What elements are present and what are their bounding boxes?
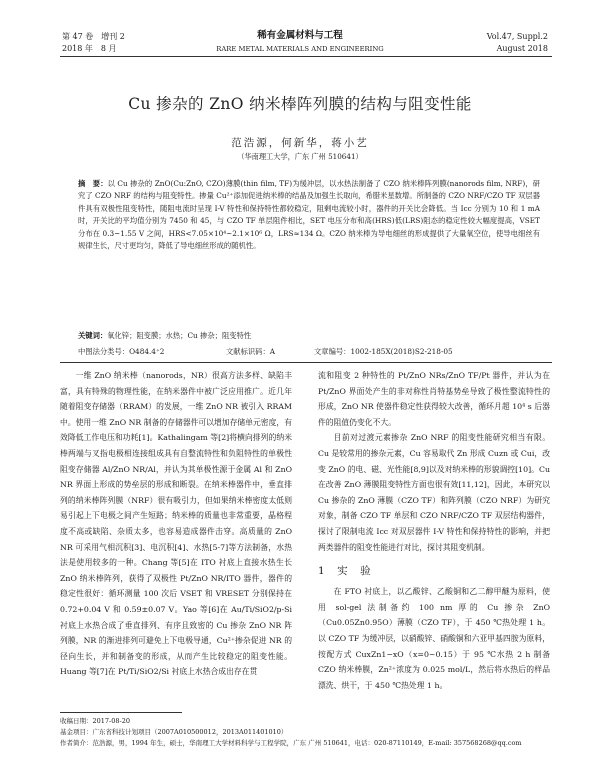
footnote-funding: 基金项目：广东省科技计划项目（2007A010500012，2013A011401010）: [60, 728, 288, 736]
date-en: August 2018: [496, 44, 548, 53]
date-cn: 2018 年 8 月: [62, 44, 117, 53]
header-rule: [60, 56, 552, 57]
abstract-label: 摘 要：: [78, 179, 108, 188]
body-paragraph: 流和阻变 2 种特性的 Pt/ZnO NRs/ZnO TF/Pt 器件，并认为在 Pt/ZnO 界面处产生的非对称性肖特基势垒导致了极性整流特性的形成，ZnO NR 使器件稳定性获得较大改善，循环月超 10⁴ s 后器件的阻值仍变化不大。: [318, 371, 550, 427]
keywords-text: 氧化锌；阻变膜；水热；Cu 掺杂；阻变特性: [107, 331, 252, 340]
footnote-author: 作者简介：范浩源，男，1994 年生，硕士，华南理工大学材料科学与工程学院，广东 广州 510641，电话：020-87110149，E-mail: 357568268@qq.com: [60, 739, 522, 747]
footnote-received: 收稿日期：2017-08-20: [60, 717, 130, 725]
abstract: [78, 178, 540, 252]
keywords: [78, 330, 540, 342]
footnotes: [60, 716, 552, 749]
journal-title-cn: 稀有金属材料与工程: [257, 30, 343, 41]
section-heading: 1 实 验: [318, 565, 372, 578]
journal-title-en: RARE METAL MATERIALS AND ENGINEERING: [216, 45, 384, 53]
body-paragraph: 在 FTO 衬底上，以乙酸锌、乙酸铜和乙二醇甲醚为原料，使用 sol-gel 法制备约 100 nm 厚的 Cu 掺杂 ZnO（Cu0.05Zn0.95O）薄膜（CZO TF），于 450 ℃热处理 1 h。以 CZO TF 为缓冲层，以硝酸锌、硝酸铜和六亚甲基四胺为原料，按配方式 CuxZn1−xO（x=0~0.15）于 95 ℃水热 2 h 制备 CZO 纳米棒膜，Zn²⁺浓度为 0.025 mol/L，然后将水热后的样品漂洗、烘干，于 450 ℃热处理 1 h。: [318, 587, 550, 690]
document-code: 文献标识码：A: [226, 347, 276, 356]
keywords-label: 关键词：: [78, 331, 108, 340]
body-paragraph: 目前对过渡元素掺杂 ZnO NRF 的阻变性能研究相当有限。Cu 是较常用的掺杂元素，Cu 容易取代 Zn 形成 Cuzn 或 Cui，改变 ZnO 的电、磁、光性能[8,9]以及对纳米棒的形貌调控[10]。Cu 在改善 ZnO 薄膜阻变特性方面也很有效[11,12]，因此，本研究以 Cu 掺杂的 ZnO 薄膜（CZO TF）和阵列膜（CZO NRF）为研究对象，制备 CZO TF 单层和 CZO NRF/CZO TF 双层结构器件，探讨了限制电流 Icc 对双层器件 I-V 特性和保持特性的影响，并把两类器件的阻变性能进行对比，探讨其阻变机制。: [318, 433, 550, 552]
volume-en: Vol.47, Suppl.2: [486, 32, 548, 41]
authors: 范浩源，何新华，蒋小艺: [231, 137, 369, 149]
abstract-rule: [60, 362, 552, 363]
clc-number: 中图法分类号：O484.4⁺2: [78, 347, 165, 356]
paper-title: Cu 掺杂的 ZnO 纳米棒阵列膜的结构与阻变性能: [128, 95, 472, 113]
affiliation: （华南理工大学，广东 广州 510641）: [237, 152, 363, 161]
body-right-column: [318, 368, 550, 693]
body-paragraph: 一维 ZnO 纳米棒（nanorods，NR）很高方法多样、缺陷丰富，具有特殊的物理性能，在纳米器件中被广泛应用推广。近几年随着阻变存储器（RRAM）的发展，一维 ZnO NR 被引入 RRAM 中。使用一维 ZnO NR 制备的存储器件可以增加存储单元密度，有效降低工作电压和功耗[1]。Kathalingam 等[2]将横向排列的纳米棒两端与叉指电极相连接组成具有自整流特性和负阻特性的单极性阻变存储器 Al/ZnO NR/Al，并认为其单极性源于金属 Al 和 ZnO NR 界面上形成的势垒层的形成和断裂。在纳米棒器件中，垂直排列的纳米棒阵列膜（NRF）很有吸引力，但如果纳米棒密度太低则易引起上下电极之间产生短路；纳米棒的质量也非常重要，晶格程度不高或缺陷、杂质太多，也容易造成器件击穿。高质量的 ZnO NR 可采用气相沉积[3]、电沉积[4]、水热[5-7]等方法制备，水热法是使用较多的一种。Chang 等[5]在 ITO 衬底上直接水热生长 ZnO 纳米棒阵列，获得了双极性 Pt/ZnO NR/ITO 器件，器件的稳定性很好：循环测量 100 次后 VSET 和 VRESET 分别保持在 0.72+0.04 V 和 0.59±0.07 V。Yao 等[6]在 Au/Ti/SiO2/p-Si 衬底上水热合成了垂直排列、有序且致密的 Cu 掺杂 ZnO NR 阵列膜，NR 的渐进排列可避免上下电极导通，Cu²⁺掺杂促进 NR 的径向生长，并和制备变的形成，从而产生比较稳定的阻变性能。Huang 等[7]在 Pt/Ti/SiO2/Si 衬底上水热合成出存在贯: [60, 371, 292, 677]
abstract-text: 以 Cu 掺杂的 ZnO(Cu:ZnO, CZO)薄膜(thin film, TF)为缓冲层，以水热法制备了 CZO 纳米棒阵列膜(nanorods film, NRF)，研究了 CZO NRF 的结构与阻变特性。掺量 Cu²⁺添加促进纳米棒的结晶及加强生长取向，希腊米星数增。所制备的 CZO NRF/CZO TF 双层器件具有双极性阻变特性，随阻电流时呈现 I-V 特性和保持特性都较稳定，阻剩电流较小时，器件的开关比会降低。当 Icc 分别为 10 和 1 mA 时，开关比的平均值分别为 7450 和 45，与 CZO TF 单层阻件相比，SET 电压分布和高(HRS)低(LRS)阻态的稳定性较大幅度提高，VSET 分布在 0.3~1.55 V 之间，HRS<7.05×10⁴~2.1×10⁶ Ω，LRS≈134 Ω。CZO 纳米棒为导电细丝的形成提供了大量氧空位，使导电细丝有规律生长，尺寸更均匀，降低了导电细丝形成的随机性。: [78, 179, 540, 251]
volume-issue-cn: 第 47 卷 增刊 2: [62, 32, 125, 41]
footnote-rule: [60, 712, 182, 713]
body-left-column: [60, 368, 292, 680]
article-number: 文章编号：1002-185X(2018)S2-218-05: [314, 347, 453, 356]
